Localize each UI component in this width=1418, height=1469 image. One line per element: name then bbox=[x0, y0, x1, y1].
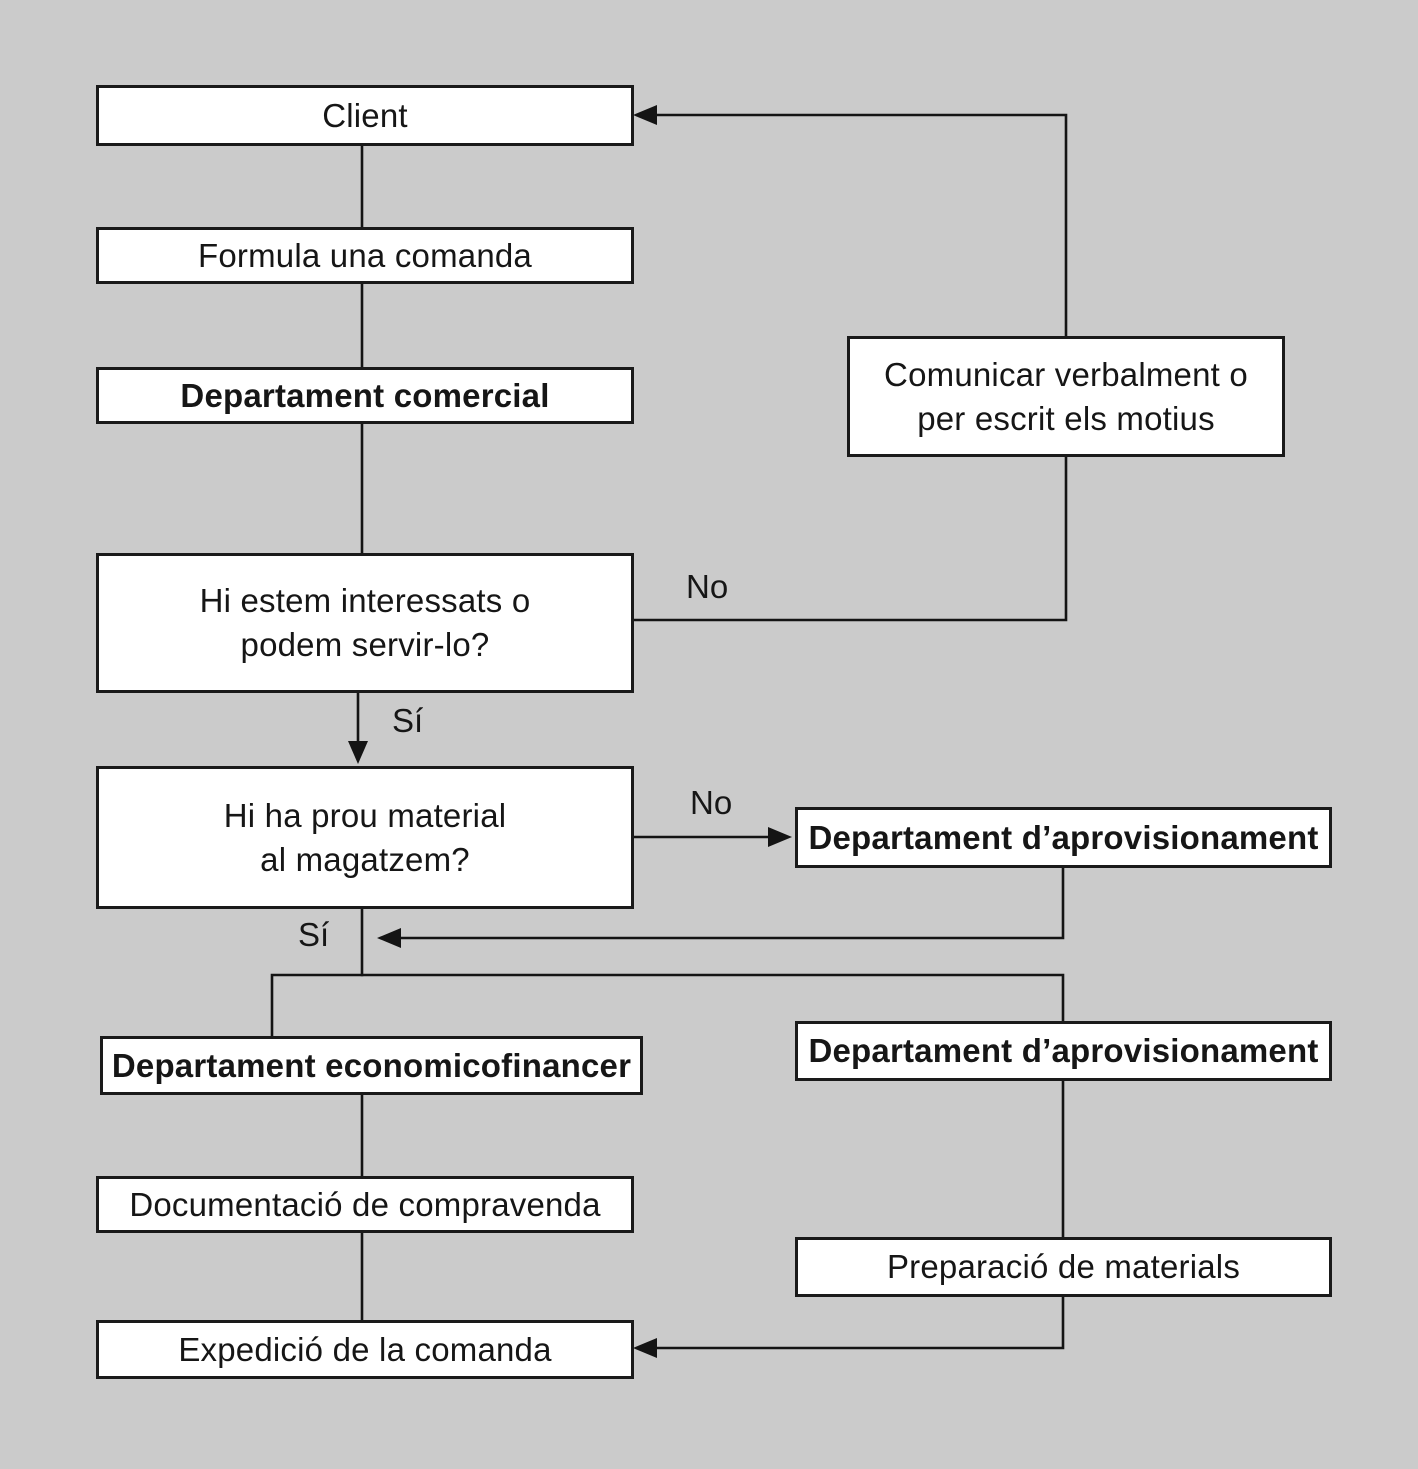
node-label: Expedició de la comanda bbox=[178, 1330, 552, 1368]
node-label: Documentació de compravenda bbox=[129, 1185, 601, 1223]
node-decision-material bbox=[96, 766, 634, 909]
arrowhead-left-client bbox=[633, 105, 657, 125]
node-label: Departament comercial bbox=[180, 376, 550, 414]
node-departament-aprovisionament-2 bbox=[795, 1021, 1332, 1081]
node-label-line2: al magatzem? bbox=[260, 840, 470, 878]
node-label-line2: podem servir-lo? bbox=[240, 626, 490, 663]
node-label: Client bbox=[322, 96, 408, 134]
node-label-line1: Hi estem interessats o bbox=[199, 582, 531, 620]
edge-preparacio-expedicio bbox=[656, 1297, 1063, 1348]
edge-label-si-interessats: Sí bbox=[392, 702, 424, 739]
arrowhead-left-expedicio bbox=[633, 1338, 657, 1358]
node-preparacio-materials bbox=[795, 1237, 1332, 1297]
node-departament-economicofinancer bbox=[100, 1036, 643, 1095]
arrowhead-left-return bbox=[377, 928, 401, 948]
node-client bbox=[96, 85, 634, 146]
node-departament-comercial bbox=[96, 367, 634, 424]
node-label-line1: Hi ha prou material bbox=[223, 796, 507, 834]
node-documentacio-compravenda bbox=[96, 1176, 634, 1233]
edge-comunicar-client bbox=[656, 115, 1066, 336]
node-label-line2: per escrit els motius bbox=[917, 399, 1215, 437]
node-label: Departament d’aprovisionament bbox=[808, 1032, 1319, 1070]
edge-label-si-material: Sí bbox=[298, 916, 330, 953]
edge-label-no-material: No bbox=[690, 784, 733, 821]
node-expedicio-comanda bbox=[96, 1320, 634, 1379]
node-label: Departament d’aprovisionament bbox=[808, 818, 1319, 856]
node-comunicar-motius bbox=[847, 336, 1285, 457]
node-decision-interessats bbox=[96, 553, 634, 693]
arrowhead-right-aprov1 bbox=[768, 827, 792, 847]
arrowhead-down-material bbox=[348, 741, 368, 764]
node-label-line1: Comunicar verbalment o bbox=[884, 355, 1248, 393]
node-formula-comanda bbox=[96, 227, 634, 284]
node-label: Formula una comanda bbox=[198, 236, 532, 274]
edge-label-no-interessats: No bbox=[686, 568, 729, 605]
node-label: Departament economicofinancer bbox=[111, 1046, 632, 1084]
node-departament-aprovisionament-1 bbox=[795, 807, 1332, 868]
node-label: Preparació de materials bbox=[886, 1248, 1241, 1286]
